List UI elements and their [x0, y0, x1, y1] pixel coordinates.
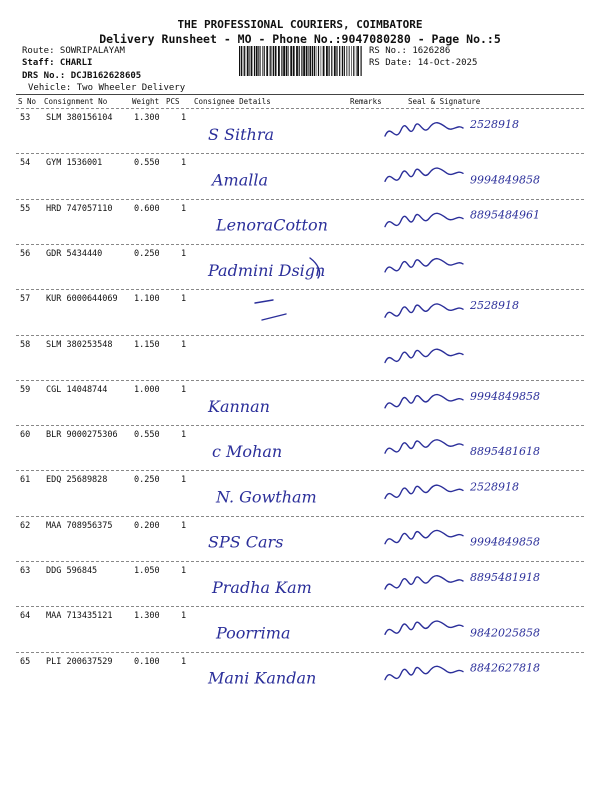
col-consignee: Consignee Details — [194, 97, 271, 106]
row-consignment: GYM 1536001 — [46, 158, 103, 169]
row-pcs: 1 — [181, 566, 187, 576]
table-row — [16, 199, 584, 244]
barcode — [238, 46, 364, 76]
runsheet-subtitle: Delivery Runsheet - MO - Phone No.:9047080280 - Page No.:5 — [99, 32, 501, 46]
rs-date: RS Date: 14-Oct-2025 — [369, 58, 478, 68]
row-sno: 57 — [20, 294, 31, 305]
row-pcs: 1 — [181, 294, 187, 305]
row-consignment: GDR 5434440 — [46, 248, 103, 259]
row-consignment: EDQ 25689828 — [46, 475, 108, 486]
row-consignment: KUR 6000644069 — [46, 294, 118, 305]
row-weight: 1.050 — [134, 566, 160, 576]
table-row — [16, 652, 584, 697]
row-sno: 62 — [20, 520, 31, 531]
table-row — [16, 380, 584, 425]
row-sno: 54 — [20, 158, 31, 169]
row-weight: 0.250 — [134, 475, 160, 486]
col-seal: Seal & Signature — [408, 97, 481, 106]
row-consignment: SLM 380253548 — [46, 339, 113, 350]
consignee-handwriting: N. Gowtham — [216, 487, 317, 507]
row-pcs: 1 — [181, 430, 187, 441]
row-consignment: HRD 747057110 — [46, 203, 113, 214]
row-consignment: BLR 9000275306 — [46, 430, 118, 441]
vehicle-label: Vehicle: Two Wheeler Delivery — [28, 83, 186, 93]
signature-number: 2528918 — [470, 299, 519, 313]
table-row — [16, 470, 584, 515]
row-weight: 1.100 — [134, 294, 160, 305]
consignee-handwriting: Amalla — [212, 170, 269, 190]
route-label: Route: SOWRIPALAYAM — [22, 46, 125, 56]
signature-number: 8842627818 — [470, 661, 540, 675]
signature-number: 9994849858 — [470, 535, 540, 549]
signature-number: 8895481918 — [470, 571, 540, 584]
row-weight: 1.300 — [134, 611, 160, 622]
row-consignment: MAA 708956375 — [46, 520, 113, 531]
row-pcs: 1 — [181, 384, 187, 395]
table-row — [16, 561, 584, 606]
col-weight: Weight — [132, 97, 160, 106]
row-sno: 61 — [20, 475, 31, 486]
col-sno: S No — [18, 97, 37, 106]
row-sno: 64 — [20, 611, 31, 622]
consignee-handwriting: S Sithra — [208, 125, 275, 144]
consignee-handwriting: Kannan — [208, 396, 270, 416]
row-pcs: 1 — [181, 203, 187, 214]
company-title: THE PROFESSIONAL COURIERS, COIMBATORE — [177, 18, 423, 31]
row-pcs: 1 — [181, 113, 187, 123]
row-weight: 1.300 — [134, 113, 160, 123]
consignee-handwriting: Mani Kandan — [208, 668, 317, 688]
row-sno: 60 — [20, 430, 31, 441]
rs-number: RS No.: 1626286 — [369, 46, 451, 56]
row-consignment: PLI 200637529 — [46, 656, 113, 667]
row-weight: 0.550 — [134, 430, 160, 441]
consignee-handwriting: SPS Cars — [208, 532, 284, 552]
row-pcs: 1 — [181, 611, 187, 622]
row-pcs: 1 — [181, 158, 187, 169]
table-row — [16, 108, 584, 153]
row-sno: 63 — [20, 566, 31, 576]
signature-number: 2528918 — [470, 118, 519, 131]
consignee-handwriting: Padmini Dsign — [208, 260, 326, 280]
row-pcs: 1 — [181, 520, 187, 531]
table-header — [16, 94, 584, 108]
row-consignment: CGL 14048744 — [46, 384, 108, 395]
signature-number: 9994849858 — [470, 389, 540, 403]
row-sno: 65 — [20, 656, 31, 667]
table-end-line — [16, 652, 584, 653]
row-weight: 1.000 — [134, 384, 160, 395]
col-remarks: Remarks — [350, 97, 382, 106]
signature-number: 8895481618 — [470, 445, 540, 459]
row-consignment: MAA 713435121 — [46, 611, 113, 622]
col-consignment: Consignment No — [44, 97, 108, 106]
table-row — [16, 606, 584, 651]
row-weight: 0.550 — [134, 158, 160, 169]
signature-number: 9994849858 — [470, 173, 540, 187]
signature-number: 9842025858 — [470, 626, 540, 640]
row-sno: 56 — [20, 248, 31, 259]
row-pcs: 1 — [181, 475, 187, 486]
table-row — [16, 244, 584, 289]
row-weight: 0.200 — [134, 520, 160, 531]
table-row — [16, 289, 584, 334]
row-consignment: SLM 380156104 — [46, 113, 113, 123]
row-sno: 58 — [20, 339, 31, 350]
row-pcs: 1 — [181, 339, 187, 350]
consignee-handwriting: c Mohan — [212, 442, 283, 462]
table-row — [16, 335, 584, 380]
table-row — [16, 516, 584, 561]
row-weight: 1.150 — [134, 339, 160, 350]
row-weight: 0.250 — [134, 248, 160, 259]
row-consignment: DDG 596845 — [46, 566, 98, 576]
col-pcs: PCS — [166, 97, 180, 106]
table-row — [16, 425, 584, 470]
row-sno: 53 — [20, 113, 31, 123]
staff-label: Staff: CHARLI — [22, 58, 93, 68]
table-row — [16, 153, 584, 198]
consignee-handwriting: LenoraCotton — [216, 215, 328, 235]
row-pcs: 1 — [181, 656, 187, 667]
row-sno: 59 — [20, 384, 31, 395]
row-weight: 0.100 — [134, 656, 160, 667]
row-sno: 55 — [20, 203, 31, 214]
consignee-handwriting: Poorrima — [216, 623, 291, 643]
signature-number: 2528918 — [470, 480, 519, 494]
row-pcs: 1 — [181, 248, 187, 259]
consignee-handwriting: Pradha Kam — [212, 578, 312, 597]
signature-number: 8895484961 — [470, 208, 540, 222]
row-weight: 0.600 — [134, 203, 160, 214]
drs-label: DRS No.: DCJB162628605 — [22, 71, 142, 81]
